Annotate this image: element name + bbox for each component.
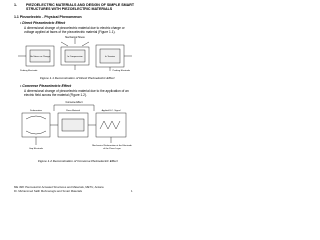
fig1-top-label: Mechanical Stress [65, 36, 85, 39]
footer-line-2: Dr. Muhammed Salih Mehmetoglu and Smart Materials [14, 188, 83, 193]
fig1-right-side-label: Probing Electrode [112, 70, 130, 72]
fig2-right-box-label: Applied E.C. Signal [101, 110, 121, 112]
chapter-title: PIEZOELECTRIC MATERIALS AND DESIGN OF SIMPLE SMART STRUCTURES WITH PIEZOELECTRIC MATERIALS [26, 3, 135, 12]
fig2-left-box-label: Deformation [30, 110, 42, 112]
figure-1-1-caption: Figure 1.1 Demonstration of Direct Piezoelectric Effect [40, 76, 115, 80]
chapter-number: 1. [14, 3, 17, 7]
fig1-left-side-label: Probing Electrode [20, 70, 38, 72]
direct-effect-heading-text: Direct Piezoelectric Effect [22, 21, 66, 25]
fig2-top-label: Converse Effect [65, 101, 83, 104]
fig2-mid-box-label: Piezo Material [66, 110, 80, 112]
section-heading: 1.1 Piezoelectric - Physical Phenomenon [14, 15, 82, 19]
fig1-mid-box-label: In Compression [67, 56, 83, 58]
fig1-left-box-label: No Stress or Charge [30, 56, 50, 58]
fig2-bottom-right-label: Mechanical Deformation at the Electrode of the Piezo Layer [92, 145, 132, 150]
direct-effect-body: A dimensional change of piezoelectric material due to electric charge or voltage applied at faces of the piezoelectric material (Figure 1.1). [24, 26, 125, 34]
page-number: 1 [131, 188, 133, 193]
fig2-bottom-left-label: Gap Electrode [29, 148, 43, 150]
document-page [0, 0, 149, 198]
figure-1-2-caption: Figure 1.2 Demonstration of Converse Piezoelectric Effect [38, 159, 118, 163]
footer-line-1: ME 498: Piezoelectric Actuated Structures and Materials, METU, Ankara [14, 185, 104, 189]
figure-1-1 [16, 36, 134, 74]
converse-effect-heading: • Converse Piezoelectric Effect [20, 84, 72, 88]
converse-effect-body: A dimensional change of piezoelectric material due to the application of an electric field across the material (Figure 1.2). [24, 89, 129, 97]
fig1-right-box-label: In Tension [105, 56, 115, 58]
direct-effect-heading: • Direct Piezoelectric Effect [20, 21, 66, 25]
converse-effect-heading-text: Converse Piezoelectric Effect [22, 84, 72, 88]
